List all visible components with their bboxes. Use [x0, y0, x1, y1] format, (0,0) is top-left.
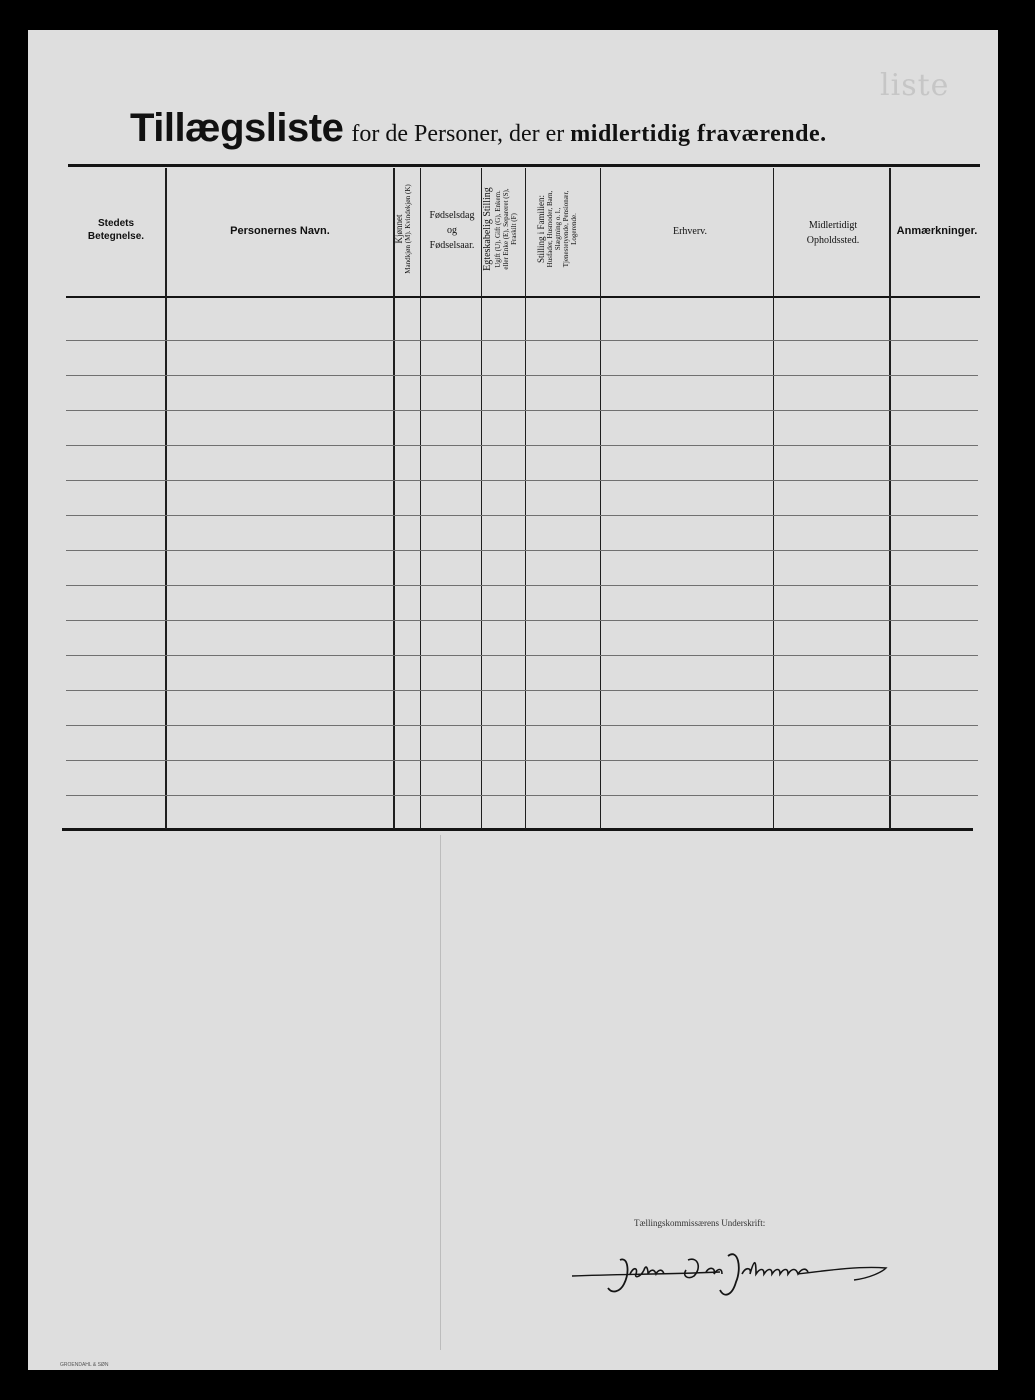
- col-divider-7: [773, 168, 774, 829]
- row-line-11: [66, 690, 978, 691]
- table-header-rule: [66, 296, 980, 298]
- header-anmaerkninger: Anmærkninger.: [896, 225, 978, 237]
- header-egteskabelig-l2: Ugift (U), Gift (G), Enkem.: [493, 190, 502, 268]
- row-line-12: [66, 725, 978, 726]
- header-stedets-betegnelse: Stedets Betegnelse.: [87, 218, 145, 242]
- form-title-middle: for de Personer, der er: [351, 121, 565, 147]
- fold-line: [440, 835, 441, 1350]
- col-divider-5: [525, 168, 526, 829]
- row-line-5: [66, 480, 978, 481]
- header-egteskabelig-l4: Fraskilt (F): [509, 213, 518, 245]
- row-line-14: [66, 795, 978, 796]
- row-line-1: [66, 340, 978, 341]
- printer-imprint: GROENDAHL & SØN: [60, 1362, 109, 1368]
- table-top-rule: [68, 164, 980, 167]
- signature: [570, 1238, 890, 1308]
- form-title: [130, 106, 827, 151]
- row-line-2: [66, 375, 978, 376]
- header-kjonnet-sub: Mandkjøn (M). Kvindekjøn (K): [404, 184, 413, 274]
- header-midlertidigt-opholdssted: Midlertidigt Opholdssted.: [806, 220, 860, 246]
- header-familien-l3: Slægtning o. l.,: [554, 207, 563, 251]
- col-divider-8: [889, 168, 891, 829]
- row-line-9: [66, 620, 978, 621]
- col-divider-1: [165, 168, 167, 829]
- header-familien-l5: Logerende.: [570, 213, 579, 245]
- header-personernes-navn: Personernes Navn.: [230, 225, 330, 237]
- row-line-7: [66, 550, 978, 551]
- col-divider-6: [600, 168, 601, 829]
- row-line-10: [66, 655, 978, 656]
- row-line-3: [66, 410, 978, 411]
- col-divider-3: [420, 168, 421, 829]
- header-kjonnet-title: Kjønnet: [394, 214, 404, 244]
- header-kjonnet: [394, 169, 418, 289]
- header-familien-l2: Husfader, Husmoder, Barn,: [546, 190, 555, 268]
- row-line-8: [66, 585, 978, 586]
- row-line-4: [66, 445, 978, 446]
- header-egteskabelig-title: Egteskabelig Stilling: [482, 187, 493, 271]
- header-familien-title: Stilling i Familien:: [536, 195, 546, 264]
- row-line-13: [66, 760, 978, 761]
- header-stilling-familien: [536, 168, 590, 290]
- header-familien-l4: Tjenestetyende, Pensionær,: [562, 190, 571, 268]
- header-fodselsdag: Fødselsdag og Fødselsaar.: [429, 210, 475, 251]
- signature-caption: Tællingskommissærens Underskrift:: [634, 1218, 766, 1228]
- header-egteskabelig-l3: eller Enke (E), Separeret (S),: [501, 188, 510, 270]
- signature-drawing: [570, 1238, 890, 1308]
- form-title-bold: midlertidig fraværende.: [570, 121, 827, 147]
- row-line-6: [66, 515, 978, 516]
- table-bottom-rule: [62, 828, 973, 831]
- header-erhverv: Erhverv.: [672, 226, 708, 237]
- bleed-through-text: liste: [880, 68, 950, 103]
- form-title-main: Tillægsliste: [130, 106, 344, 150]
- header-egteskabelig-stilling: [482, 169, 524, 289]
